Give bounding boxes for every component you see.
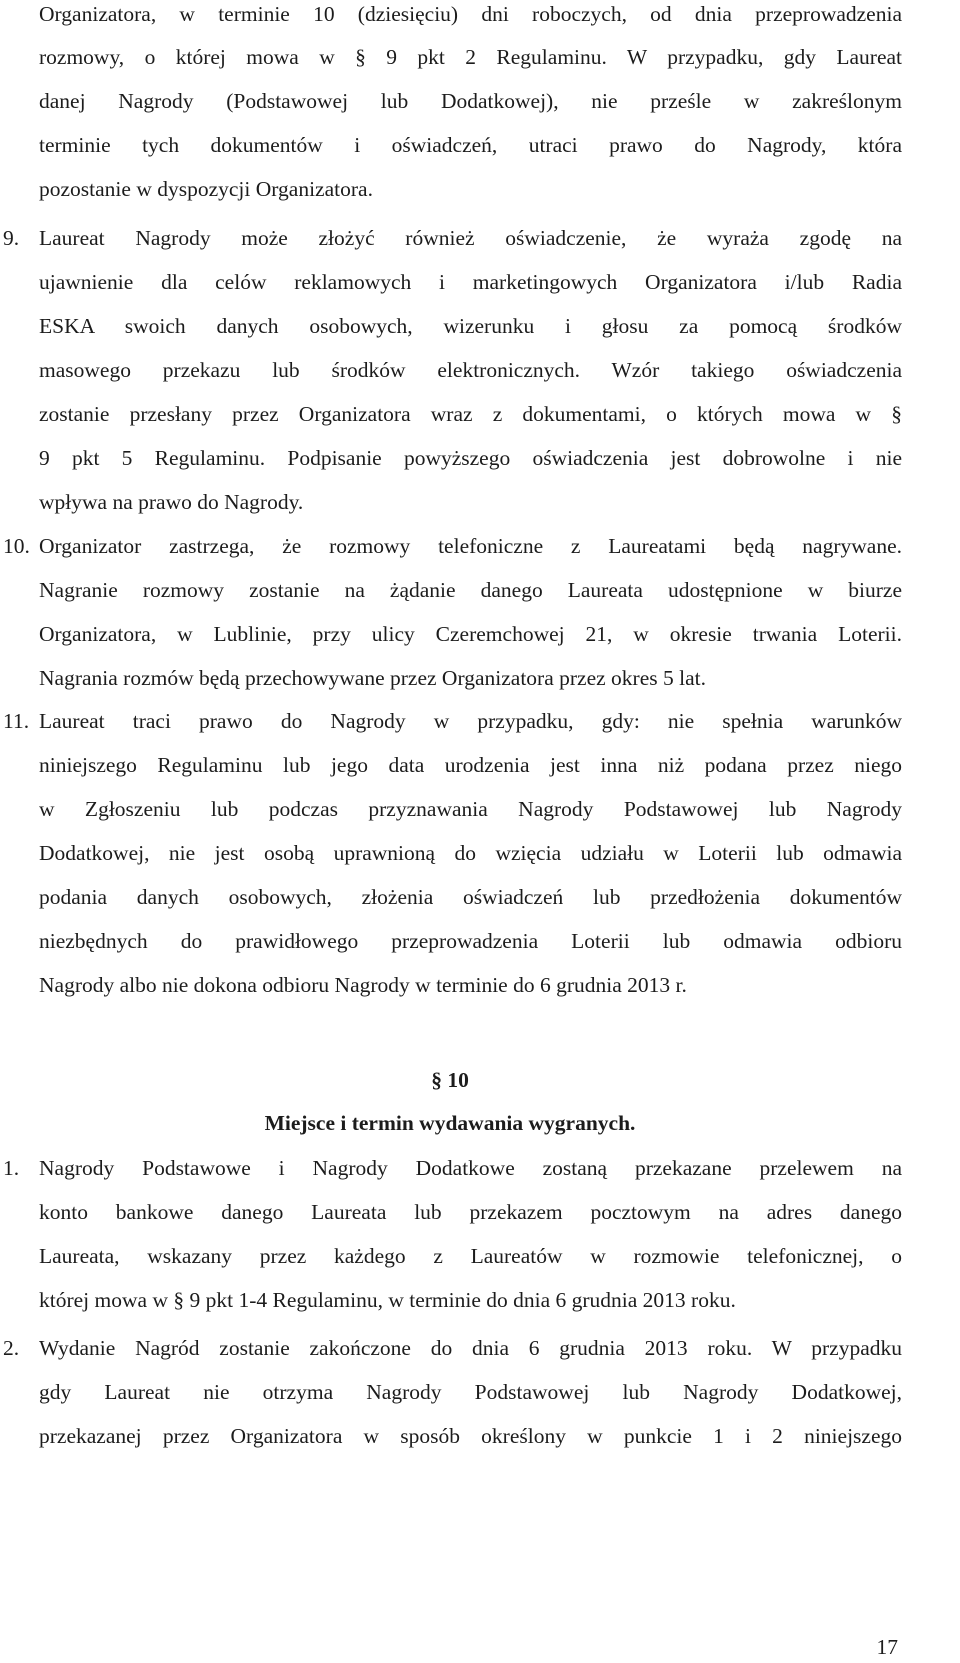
section-number: § 10 [431, 1068, 469, 1092]
list-item-line: wpływa na prawo do Nagrody. [39, 490, 304, 514]
list-item-line: Dodatkowej, nie jest osobą uprawnioną do wzięcia udziału w Loterii lub odmawia [39, 841, 902, 865]
list-number: 10. [3, 534, 30, 558]
list-item-line: Nagrody Podstawowe i Nagrody Dodatkowe zostaną przekazane przelewem na [39, 1156, 902, 1180]
list-number: 1. [3, 1156, 20, 1180]
list-number: 2. [3, 1336, 20, 1360]
list-item-line: podania danych osobowych, złożenia oświadczeń lub przedłożenia dokumentów [39, 885, 902, 909]
list-item-line: przekazanej przez Organizatora w sposób określony w punkcie 1 i 2 niniejszego [39, 1424, 902, 1448]
list-item-line: Nagrania rozmów będą przechowywane przez Organizatora przez okres 5 lat. [39, 666, 706, 690]
paragraph-line: terminie tych dokumentów i oświadczeń, utraci prawo do Nagrody, która [39, 133, 902, 157]
list-item-line: Nagranie rozmowy zostanie na żądanie danego Laureata udostępnione w biurze [39, 578, 902, 602]
paragraph-line: danej Nagrody (Podstawowej lub Dodatkowej), nie prześle w zakreślonym [39, 89, 902, 113]
list-item-line: niezbędnych do prawidłowego przeprowadzenia Loterii lub odmawia odbioru [39, 929, 902, 953]
paragraph-line: Organizatora, w terminie 10 (dziesięciu) dni roboczych, od dnia przeprowadzenia [39, 2, 902, 26]
list-item-line: konto bankowe danego Laureata lub przekazem pocztowym na adres danego [39, 1200, 902, 1224]
list-item-line: w Zgłoszeniu lub podczas przyznawania Nagrody Podstawowej lub Nagrody [39, 797, 902, 821]
list-item-line: Laureat Nagrody może złożyć również oświadczenie, że wyraża zgodę na [39, 226, 902, 250]
list-item-line: niniejszego Regulaminu lub jego data urodzenia jest inna niż podana przez niego [39, 753, 902, 777]
list-number: 11. [3, 709, 30, 733]
list-item-line: ESKA swoich danych osobowych, wizerunku i głosu za pomocą środków [39, 314, 902, 338]
list-item-line: której mowa w § 9 pkt 1-4 Regulaminu, w terminie do dnia 6 grudnia 2013 roku. [39, 1288, 736, 1312]
list-item-line: Wydanie Nagród zostanie zakończone do dnia 6 grudnia 2013 roku. W przypadku [39, 1336, 902, 1360]
list-item-line: Organizatora, w Lublinie, przy ulicy Czeremchowej 21, w okresie trwania Loterii. [39, 622, 902, 646]
paragraph-line: rozmowy, o której mowa w § 9 pkt 2 Regulaminu. W przypadku, gdy Laureat [39, 45, 902, 69]
paragraph-line: pozostanie w dyspozycji Organizatora. [39, 177, 373, 201]
list-item-line: 9 pkt 5 Regulaminu. Podpisanie powyższego oświadczenia jest dobrowolne i nie [39, 446, 902, 470]
section-title: Miejsce i termin wydawania wygranych. [264, 1111, 636, 1135]
list-item-line: ujawnienie dla celów reklamowych i marketingowych Organizatora i/lub Radia [39, 270, 902, 294]
list-item-line: Laureata, wskazany przez każdego z Laureatów w rozmowie telefonicznej, o [39, 1244, 902, 1268]
list-item-line: Nagrody albo nie dokona odbioru Nagrody w terminie do 6 grudnia 2013 r. [39, 973, 687, 997]
list-item-line: gdy Laureat nie otrzyma Nagrody Podstawowej lub Nagrody Dodatkowej, [39, 1380, 902, 1404]
list-number: 9. [3, 226, 20, 250]
page-number: 17 [876, 1635, 898, 1659]
list-item-line: masowego przekazu lub środków elektronicznych. Wzór takiego oświadczenia [39, 358, 902, 382]
list-item-line: Laureat traci prawo do Nagrody w przypadku, gdy: nie spełnia warunków [39, 709, 902, 733]
list-item-line: Organizator zastrzega, że rozmowy telefoniczne z Laureatami będą nagrywane. [39, 534, 902, 558]
list-item-line: zostanie przesłany przez Organizatora wraz z dokumentami, o których mowa w § [39, 402, 902, 426]
